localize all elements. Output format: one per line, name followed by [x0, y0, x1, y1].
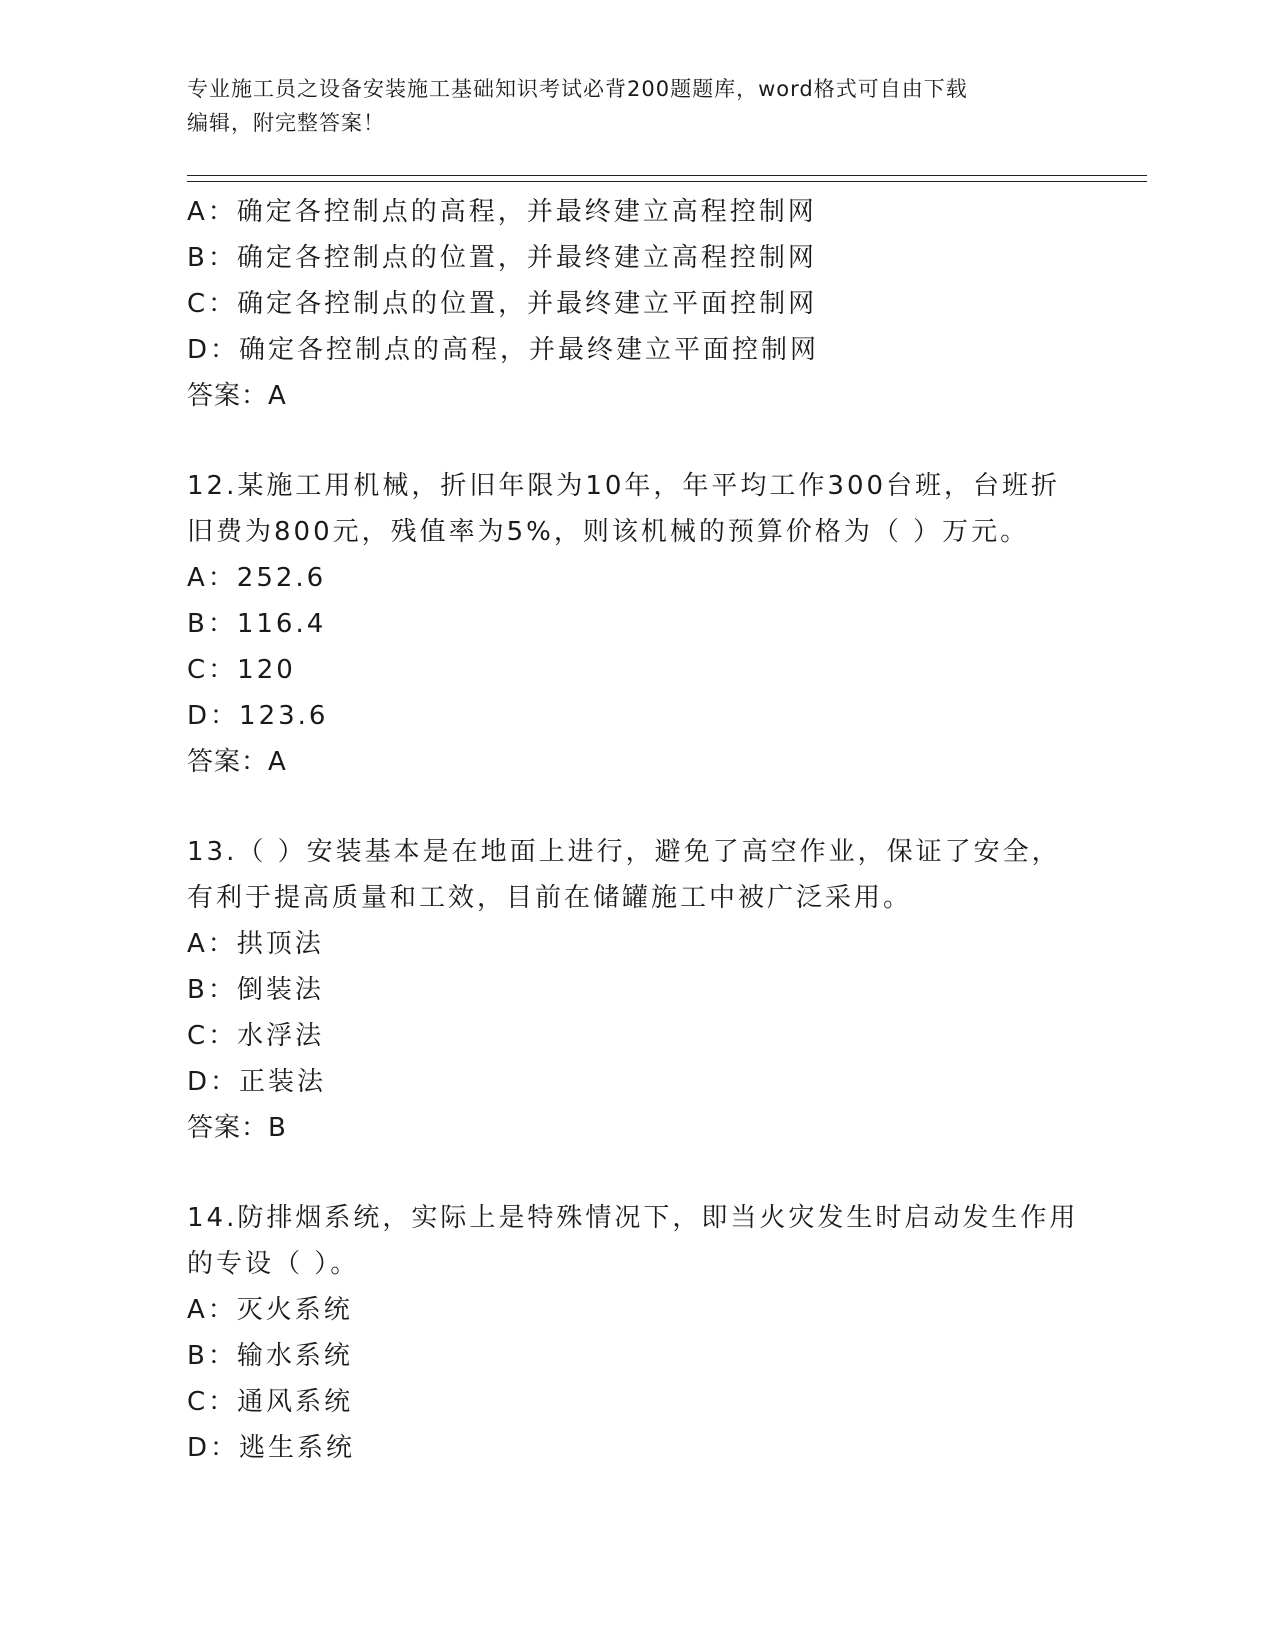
question-stem-line-1: 14.防排烟系统，实际上是特殊情况下，即当火灾发生时启动发生作用: [187, 1203, 1079, 1233]
question-11: [187, 189, 1087, 419]
header-divider-bottom: [187, 181, 1147, 182]
answer: 答案：A: [187, 381, 287, 411]
option-a: A：灭火系统: [187, 1295, 353, 1325]
option-c: C：通风系统: [187, 1387, 354, 1417]
option-c: C：确定各控制点的位置，并最终建立平面控制网: [187, 289, 818, 319]
option-c: C：120: [187, 655, 296, 685]
answer: 答案：A: [187, 747, 287, 777]
option-b: B：确定各控制点的位置，并最终建立高程控制网: [187, 243, 817, 273]
option-c: C：水浮法: [187, 1021, 325, 1051]
option-d: D：123.6: [187, 701, 329, 731]
option-a: A：确定各控制点的高程，并最终建立高程控制网: [187, 197, 817, 227]
question-spacer: [187, 785, 1087, 829]
question-14: [187, 1195, 1087, 1471]
option-b: B：输水系统: [187, 1341, 353, 1371]
document-header: [187, 72, 1087, 140]
option-b: B：倒装法: [187, 975, 324, 1005]
question-stem-line-2: 有利于提高质量和工效，目前在储罐施工中被广泛采用。: [187, 883, 913, 913]
question-stem-line-2: 的专设（ ）。: [187, 1249, 360, 1279]
header-divider-top: [187, 175, 1147, 176]
header-title-line-2: 编辑，附完整答案！: [187, 111, 385, 135]
header-title-line-1: 专业施工员之设备安装施工基础知识考试必背200题题库，word格式可自由下载: [187, 77, 968, 101]
question-spacer: [187, 1151, 1087, 1195]
question-stem-line-1: 12.某施工用机械，折旧年限为10年，年平均工作300台班，台班折: [187, 471, 1061, 501]
question-stem-line-2: 旧费为800元，残值率为5%，则该机械的预算价格为（ ）万元。: [187, 517, 1030, 547]
question-stem-line-1: 13.（ ）安装基本是在地面上进行，避免了高空作业，保证了安全，: [187, 837, 1061, 867]
option-a: A：252.6: [187, 563, 327, 593]
question-list: [187, 189, 1087, 1471]
option-d: D：逃生系统: [187, 1433, 356, 1463]
question-spacer: [187, 419, 1087, 463]
option-d: D：确定各控制点的高程，并最终建立平面控制网: [187, 335, 820, 365]
option-d: D：正装法: [187, 1067, 327, 1097]
question-12: [187, 463, 1087, 785]
option-a: A：拱顶法: [187, 929, 324, 959]
option-b: B：116.4: [187, 609, 327, 639]
answer: 答案：B: [187, 1113, 287, 1143]
question-13: [187, 829, 1087, 1151]
